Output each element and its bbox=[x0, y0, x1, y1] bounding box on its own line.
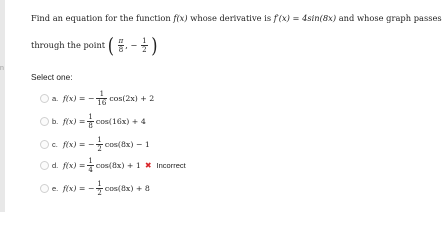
option-lhs: f(x) = − bbox=[63, 139, 95, 149]
radio-button[interactable] bbox=[40, 94, 49, 103]
fraction-denominator: 8 bbox=[88, 121, 93, 130]
radio-button[interactable] bbox=[40, 140, 49, 149]
option-rhs: cos(8x) + 8 bbox=[104, 183, 150, 193]
fraction-denominator: 4 bbox=[88, 165, 93, 174]
answer-option[interactable] bbox=[40, 155, 186, 175]
option-lhs: f(x) = bbox=[63, 160, 86, 170]
point-close-paren: ) bbox=[151, 32, 158, 58]
option-coefficient-fraction bbox=[87, 113, 93, 130]
left-margin-strip bbox=[0, 0, 5, 212]
incorrect-feedback: Incorrect bbox=[156, 160, 186, 170]
point-y-numerator: 1 bbox=[142, 37, 147, 45]
fraction-numerator: 1 bbox=[96, 90, 107, 99]
option-letter: c. bbox=[52, 139, 58, 149]
fraction-denominator: 16 bbox=[97, 98, 107, 107]
option-rhs: cos(8x) + 1 bbox=[95, 160, 141, 170]
point-separator: , − bbox=[125, 40, 138, 50]
option-lhs: f(x) = − bbox=[63, 93, 95, 103]
option-expression bbox=[62, 136, 151, 153]
question-text-line2 bbox=[31, 32, 158, 58]
question-mid: whose derivative is bbox=[187, 13, 274, 23]
point-x-fraction bbox=[118, 37, 125, 54]
fraction-denominator: 2 bbox=[97, 188, 102, 197]
side-label: n bbox=[0, 65, 4, 72]
option-coefficient-fraction bbox=[96, 136, 102, 153]
fraction-numerator: 1 bbox=[97, 179, 102, 188]
option-expression bbox=[62, 157, 142, 174]
answer-option[interactable] bbox=[40, 88, 155, 108]
point-y-fraction bbox=[141, 37, 147, 54]
point-y-denominator: 2 bbox=[142, 46, 147, 54]
radio-button[interactable] bbox=[40, 117, 49, 126]
question-prefix: Find an equation for the function bbox=[31, 13, 174, 23]
fraction-numerator: 1 bbox=[97, 135, 102, 144]
option-expression bbox=[62, 113, 147, 130]
option-letter: e. bbox=[52, 183, 59, 193]
option-rhs: cos(16x) + 4 bbox=[95, 116, 146, 126]
question-derivative: f′(x) = 4sin(8x) bbox=[273, 13, 337, 23]
option-letter: a. bbox=[52, 93, 59, 103]
option-rhs: cos(2x) + 2 bbox=[109, 93, 155, 103]
radio-button[interactable] bbox=[40, 184, 49, 193]
point-x-denominator: 8 bbox=[118, 46, 124, 54]
option-letter: b. bbox=[52, 116, 59, 126]
question-point-prefix: through the point bbox=[31, 40, 108, 50]
option-rhs: cos(8x) − 1 bbox=[104, 139, 150, 149]
point-open-paren: ( bbox=[107, 32, 115, 58]
option-letter: d. bbox=[52, 160, 59, 170]
question-function: f(x) bbox=[173, 13, 188, 23]
fraction-numerator: 1 bbox=[88, 112, 93, 121]
option-coefficient-fraction bbox=[87, 157, 93, 174]
fraction-numerator: 1 bbox=[88, 156, 93, 165]
select-one-label: Select one: bbox=[31, 72, 73, 82]
option-coefficient-fraction bbox=[96, 90, 107, 107]
cross-mark-icon: ✖ bbox=[144, 160, 152, 170]
option-expression bbox=[62, 90, 155, 107]
answer-option[interactable] bbox=[40, 134, 151, 154]
question-text-line1 bbox=[31, 13, 442, 23]
option-lhs: f(x) = bbox=[63, 116, 86, 126]
fraction-denominator: 2 bbox=[97, 144, 102, 153]
radio-button[interactable] bbox=[40, 161, 49, 170]
option-expression bbox=[62, 180, 151, 197]
question-suffix: and whose graph passes bbox=[336, 13, 442, 23]
option-lhs: f(x) = − bbox=[63, 183, 95, 193]
answer-option[interactable] bbox=[40, 178, 151, 198]
answer-option[interactable] bbox=[40, 111, 147, 131]
point-x-numerator: π bbox=[118, 37, 124, 45]
option-coefficient-fraction bbox=[96, 180, 102, 197]
